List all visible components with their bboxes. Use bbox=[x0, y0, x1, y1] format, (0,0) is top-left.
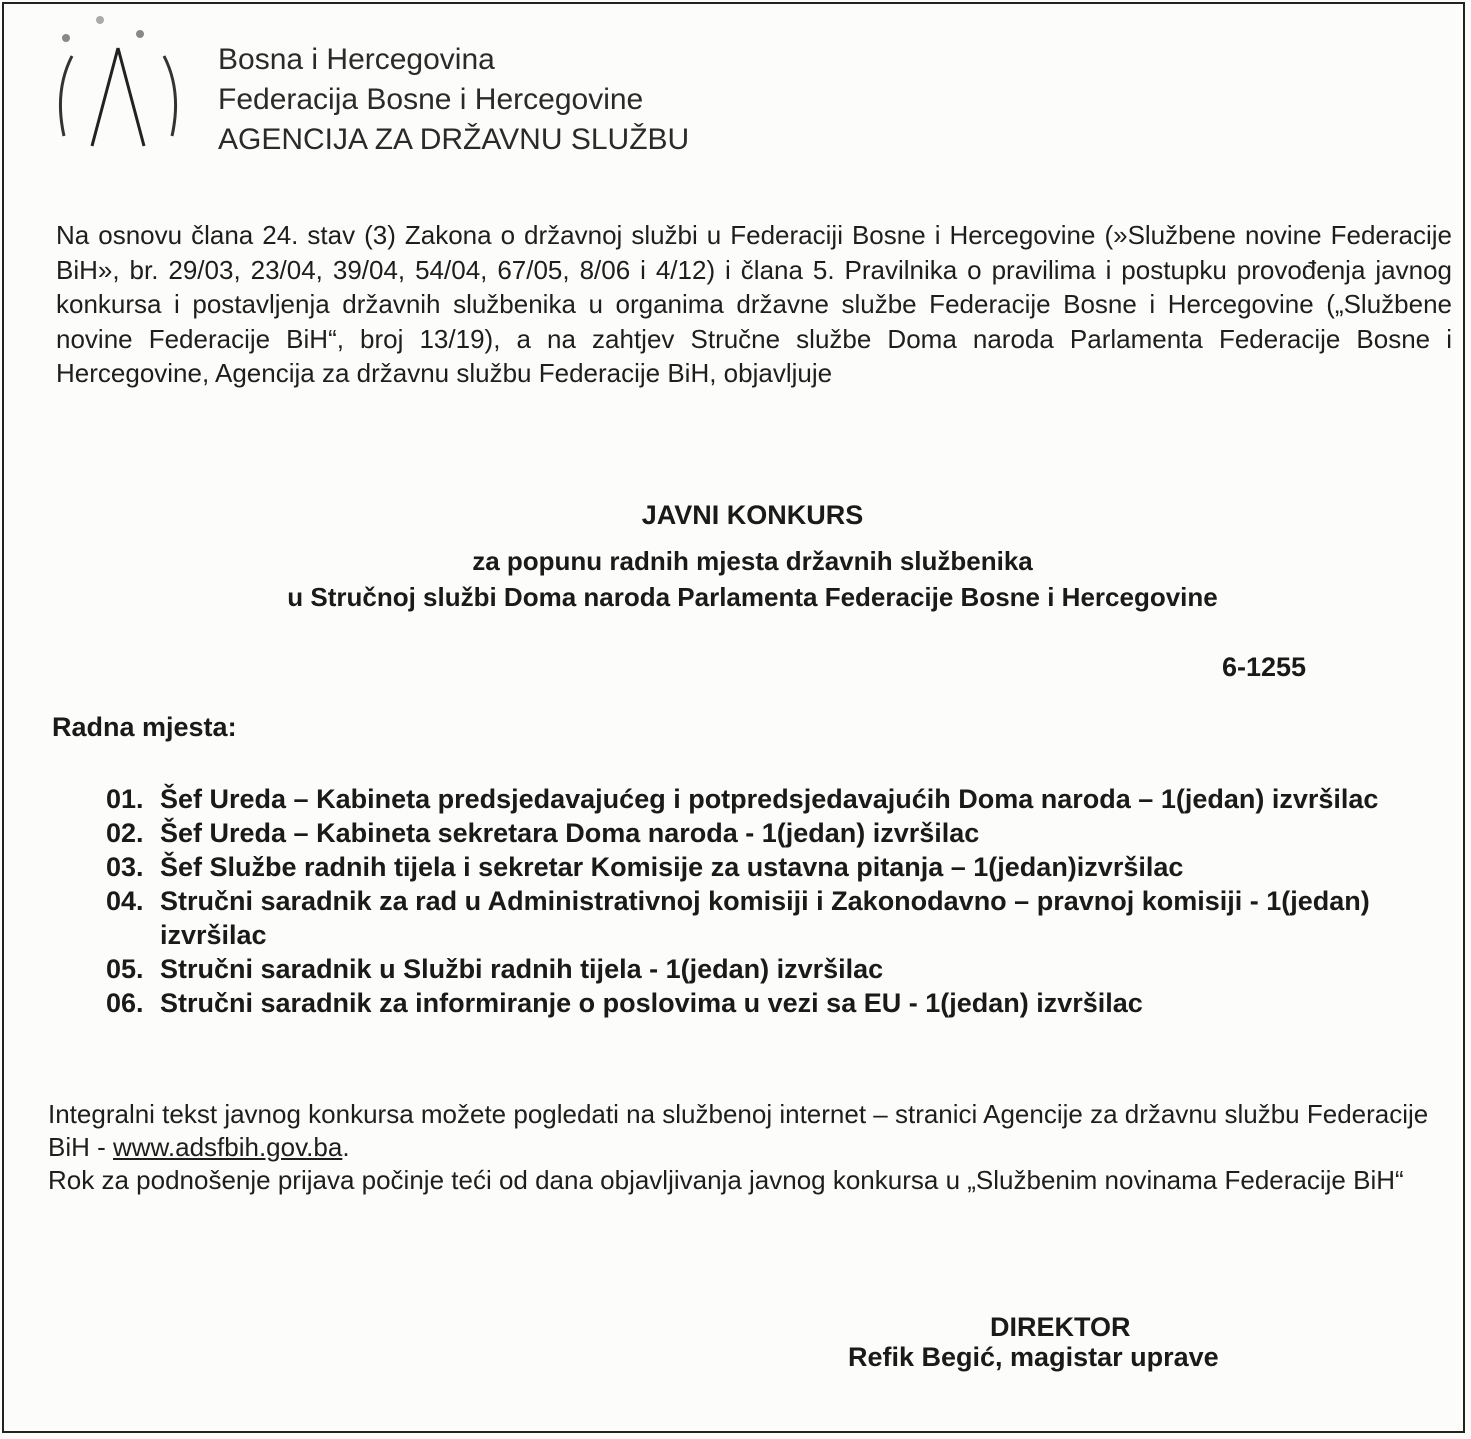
agency-website-link[interactable]: www.adsfbih.gov.ba bbox=[113, 1132, 343, 1162]
header-line-federation: Federacija Bosne i Hercegovine bbox=[218, 83, 644, 116]
intro-paragraph: Na osnovu člana 24. stav (3) Zakona o državnoj službi u Federaciji Bosne i Hercegovine (»Službene novine Federacije BiH», br. 29/03, 23/04, 39/04, 54/04, 67/05, 8/06 i 4/12) i člana 5. Pravilnika o pravilima i postupku provođenja javnog konkursa i postavljenja državnih službenika u organima državne službe Federacije Bosne i Hercegovine („Službene novine Federacije BiH“, broj 13/19), a na zahtjev Stručne službe Doma naroda Parlamenta Federacije Bosne i Hercegovine, Agencija za državnu službu Federacije BiH, objavljuje bbox=[56, 220, 1452, 388]
document-subtitle-2: u Stručnoj službi Doma naroda Parlamenta Federacije Bosne i Hercegovine bbox=[287, 582, 1218, 612]
positions-list bbox=[106, 782, 1451, 1020]
header-line-country: Bosna i Hercegovina bbox=[218, 43, 495, 76]
signature-name: Refik Begić, magistar uprave bbox=[848, 1342, 1219, 1372]
position-number: 01. bbox=[106, 784, 144, 814]
list-item bbox=[106, 952, 1451, 986]
position-title: Stručni saradnik za informiranje o poslovima u vezi sa EU - 1(jedan) izvršilac bbox=[160, 988, 1143, 1018]
position-number: 02. bbox=[106, 818, 144, 848]
reference-number: 6-1255 bbox=[1222, 652, 1307, 682]
footer-text bbox=[48, 1098, 1448, 1197]
header-line-agency: AGENCIJA ZA DRŽAVNU SLUŽBU bbox=[218, 123, 690, 156]
list-item bbox=[106, 782, 1451, 816]
positions-heading: Radna mjesta: bbox=[52, 712, 237, 742]
integral-text-end: . bbox=[342, 1132, 350, 1162]
position-number: 05. bbox=[106, 954, 144, 984]
deadline-text: Rok za podnošenje prijava počinje teći od dana objavljivanja javnog konkursa u „Službenim novinama Federacije BiH“ bbox=[48, 1165, 1404, 1195]
position-number: 03. bbox=[106, 852, 144, 882]
list-item bbox=[106, 884, 1451, 952]
list-item bbox=[106, 850, 1451, 884]
position-title: Stručni saradnik za rad u Administrativnoj komisiji i Zakonodavno – pravnoj komisiji - 1(jedan) izvršilac bbox=[160, 886, 1370, 950]
integral-text: Integralni tekst javnog konkursa možete pogledati na službenoj internet – stranici Agencije za državnu službu Federacije BiH - bbox=[48, 1099, 1429, 1162]
list-item bbox=[106, 986, 1451, 1020]
position-title: Šef Ureda – Kabineta sekretara Doma naroda - 1(jedan) izvršilac bbox=[160, 818, 980, 848]
agency-logo-icon bbox=[52, 16, 197, 166]
header bbox=[52, 16, 812, 176]
position-title: Šef Ureda – Kabineta predsjedavajućeg i potpredsjedavajućih Doma naroda – 1(jedan) izvršilac bbox=[160, 784, 1379, 814]
document-subtitle-1: za popunu radnih mjesta državnih službenika bbox=[472, 546, 1033, 576]
position-title: Šef Službe radnih tijela i sekretar Komisije za ustavna pitanja – 1(jedan)izvršilac bbox=[160, 852, 1184, 882]
document-title: JAVNI KONKURS bbox=[641, 500, 864, 530]
position-title: Stručni saradnik u Službi radnih tijela - 1(jedan) izvršilac bbox=[160, 954, 884, 984]
list-item bbox=[106, 816, 1451, 850]
position-number: 06. bbox=[106, 988, 144, 1018]
position-number: 04. bbox=[106, 886, 144, 916]
signature-title: DIREKTOR bbox=[990, 1312, 1131, 1342]
